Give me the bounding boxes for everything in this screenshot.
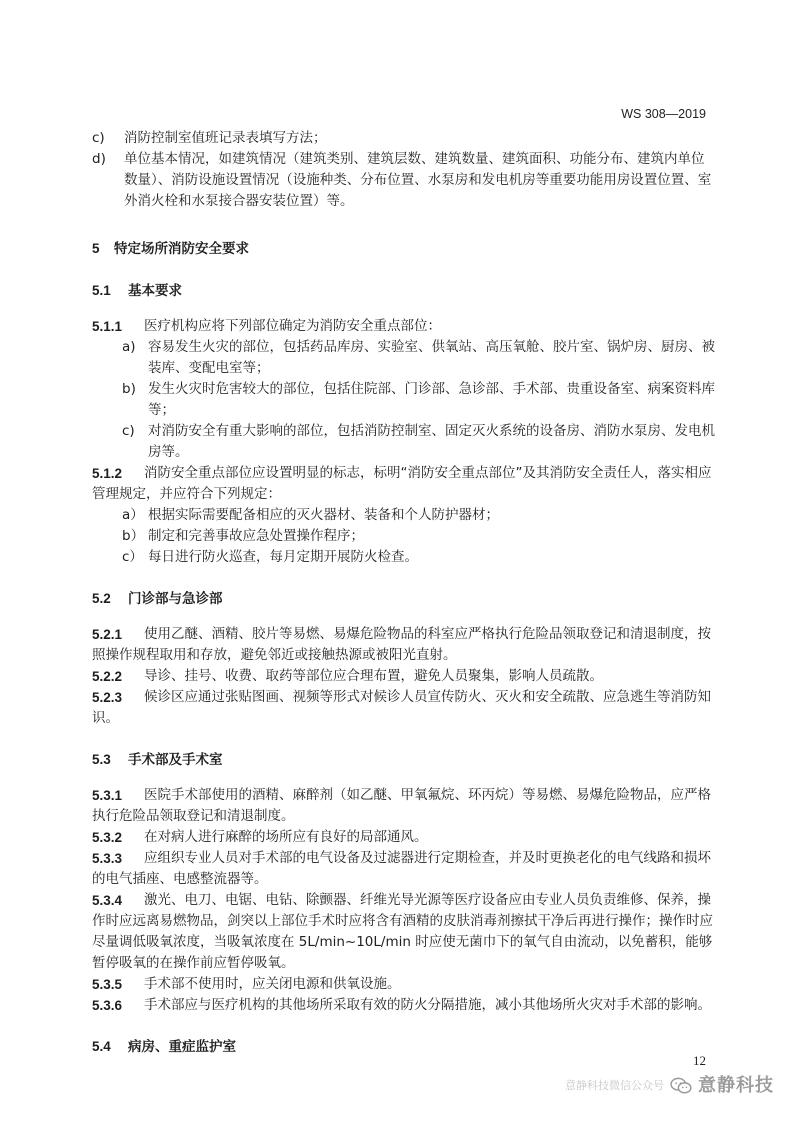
watermark-brand: 意静科技 bbox=[698, 1075, 774, 1096]
clause bbox=[92, 316, 716, 337]
list-item bbox=[92, 547, 716, 568]
list-item bbox=[92, 128, 716, 149]
clause-number: 5.2.2 bbox=[92, 669, 123, 684]
clause-text: 在对病人进行麻醉的场所应有良好的局部通风。 bbox=[144, 829, 428, 845]
clause bbox=[92, 848, 716, 890]
list-text: 根据实际需要配备相应的灭火器材、装备和个人防护器材； bbox=[148, 507, 499, 523]
clause-text: 应组织专业人员对手术部的电气设备及过滤器进行定期检查，并及时更换老化的电气线路和损坏的电气插座、电感整流器等。 bbox=[92, 850, 711, 887]
clause-number: 5.1.2 bbox=[92, 466, 123, 481]
list-text: 容易发生火灾的部位，包括药品库房、实验室、供氧站、高压氧舱、胶片室、锅炉房、厨房、被装库、变配电室等； bbox=[148, 339, 715, 376]
list-marker: d) bbox=[92, 151, 106, 167]
list-item bbox=[92, 526, 716, 547]
clause-number: 5.3.4 bbox=[92, 893, 123, 908]
subsection-heading bbox=[92, 749, 716, 771]
section-number: 5 bbox=[92, 241, 100, 256]
list-item bbox=[92, 505, 716, 526]
watermark bbox=[565, 1075, 774, 1096]
list-marker: a) bbox=[122, 339, 136, 355]
subsection-number: 5.2 bbox=[92, 591, 111, 606]
list-marker: a） bbox=[122, 507, 144, 523]
list-text: 每日进行防火巡查，每月定期开展防火检查。 bbox=[148, 549, 418, 565]
subsection-heading bbox=[92, 280, 716, 302]
section-heading bbox=[92, 238, 716, 260]
list-item bbox=[92, 337, 716, 379]
list-text: 发生火灾时危害较大的部位，包括住院部、门诊部、急诊部、手术部、贵重设备室、病案资料库等； bbox=[148, 381, 715, 418]
section-title: 特定场所消防安全要求 bbox=[114, 241, 249, 257]
list-marker: c) bbox=[92, 130, 105, 146]
doc-code: WS 308—2019 bbox=[621, 107, 706, 121]
list-text: 消防控制室值班记录表填写方法； bbox=[124, 130, 327, 146]
subsection-number: 5.4 bbox=[92, 1039, 111, 1054]
document-body bbox=[92, 128, 716, 1072]
subsection-number: 5.1 bbox=[92, 283, 111, 298]
list-item bbox=[92, 379, 716, 421]
clause bbox=[92, 687, 716, 729]
clause-text: 手术部不使用时，应关闭电源和供氧设施。 bbox=[144, 976, 401, 992]
clause bbox=[92, 995, 716, 1016]
clause-text: 医院手术部使用的酒精、麻醉剂（如乙醚、甲氧氟烷、环丙烷）等易燃、易爆危险物品，应严格执行危险品领取登记和清退制度。 bbox=[92, 787, 711, 824]
subsection-title: 手术部及手术室 bbox=[128, 752, 223, 768]
clause bbox=[92, 890, 716, 974]
subsection-heading bbox=[92, 1036, 716, 1058]
list-marker: c) bbox=[122, 423, 135, 439]
clause-text: 手术部应与医疗机构的其他场所采取有效的防火分隔措施，减小其他场所火灾对手术部的影响。 bbox=[144, 997, 711, 1013]
page-number: 12 bbox=[693, 1053, 706, 1068]
subsection-title: 基本要求 bbox=[128, 283, 182, 299]
clause-text: 医疗机构应将下列部位确定为消防安全重点部位： bbox=[144, 318, 441, 334]
list-item bbox=[92, 149, 716, 212]
clause bbox=[92, 827, 716, 848]
clause-text: 激光、电刀、电锯、电钻、除颤器、纤维光导光源等医疗设备应由专业人员负责维修、保养，操作时应远离易燃物品，剑突以上部位手术时应将含有酒精的皮肤消毒剂擦拭干净后再进行操作；操作时应尽量调低吸氧浓度，当吸氧浓度在 5L/min~10L/min 时应使无菌巾下的氧气自由流动，以免蓄积，能够暂停吸氧的在操作前应暂停吸氧。 bbox=[92, 892, 713, 971]
clause-number: 5.3.6 bbox=[92, 998, 123, 1013]
clause-number: 5.2.1 bbox=[92, 627, 123, 642]
watermark-caption: 意静科技微信公众号 bbox=[565, 1079, 664, 1092]
clause-number: 5.3.1 bbox=[92, 788, 123, 803]
list-marker: b） bbox=[122, 528, 145, 544]
clause-number: 5.3.5 bbox=[92, 977, 123, 992]
subsection-heading bbox=[92, 588, 716, 610]
clause-number: 5.3.3 bbox=[92, 851, 123, 866]
list-item bbox=[92, 421, 716, 463]
subsection-number: 5.3 bbox=[92, 752, 111, 767]
list-text: 对消防安全有重大影响的部位，包括消防控制室、固定灭火系统的设备房、消防水泵房、发电机房等。 bbox=[148, 423, 715, 460]
clause bbox=[92, 666, 716, 687]
clause bbox=[92, 785, 716, 827]
list-marker: c） bbox=[122, 549, 143, 565]
wechat-icon bbox=[670, 1077, 692, 1095]
subsection-title: 门诊部与急诊部 bbox=[128, 591, 223, 607]
list-marker: b) bbox=[122, 381, 136, 397]
clause-text: 导诊、挂号、收费、取药等部位应合理布置，避免人员聚集，影响人员疏散。 bbox=[144, 668, 603, 684]
clause-number: 5.3.2 bbox=[92, 830, 123, 845]
clause bbox=[92, 624, 716, 666]
clause-text: 消防安全重点部位应设置明显的标志，标明“消防安全重点部位”及其消防安全责任人，落实相应管理规定，并应符合下列规定： bbox=[92, 465, 712, 502]
subsection-title: 病房、重症监护室 bbox=[128, 1039, 236, 1055]
clause-text: 使用乙醚、酒精、胶片等易燃、易爆危险物品的科室应严格执行危险品领取登记和清退制度，按照操作规程取用和存放，避免邻近或接触热源或被阳光直射。 bbox=[92, 626, 711, 663]
list-text: 制定和完善事故应急处置操作程序； bbox=[148, 528, 364, 544]
clause-text: 候诊区应通过张贴图画、视频等形式对候诊人员宣传防火、灭火和安全疏散、应急逃生等消防知识。 bbox=[92, 689, 711, 726]
clause-number: 5.1.1 bbox=[92, 319, 123, 334]
list-text: 单位基本情况，如建筑情况（建筑类别、建筑层数、建筑数量、建筑面积、功能分布、建筑内单位数量）、消防设施设置情况（设施种类、分布位置、水泵房和发电机房等重要功能用房设置位置、室外消火栓和水泵接合器安装位置）等。 bbox=[124, 151, 712, 209]
clause-number: 5.2.3 bbox=[92, 690, 123, 705]
clause bbox=[92, 974, 716, 995]
clause bbox=[92, 463, 716, 505]
